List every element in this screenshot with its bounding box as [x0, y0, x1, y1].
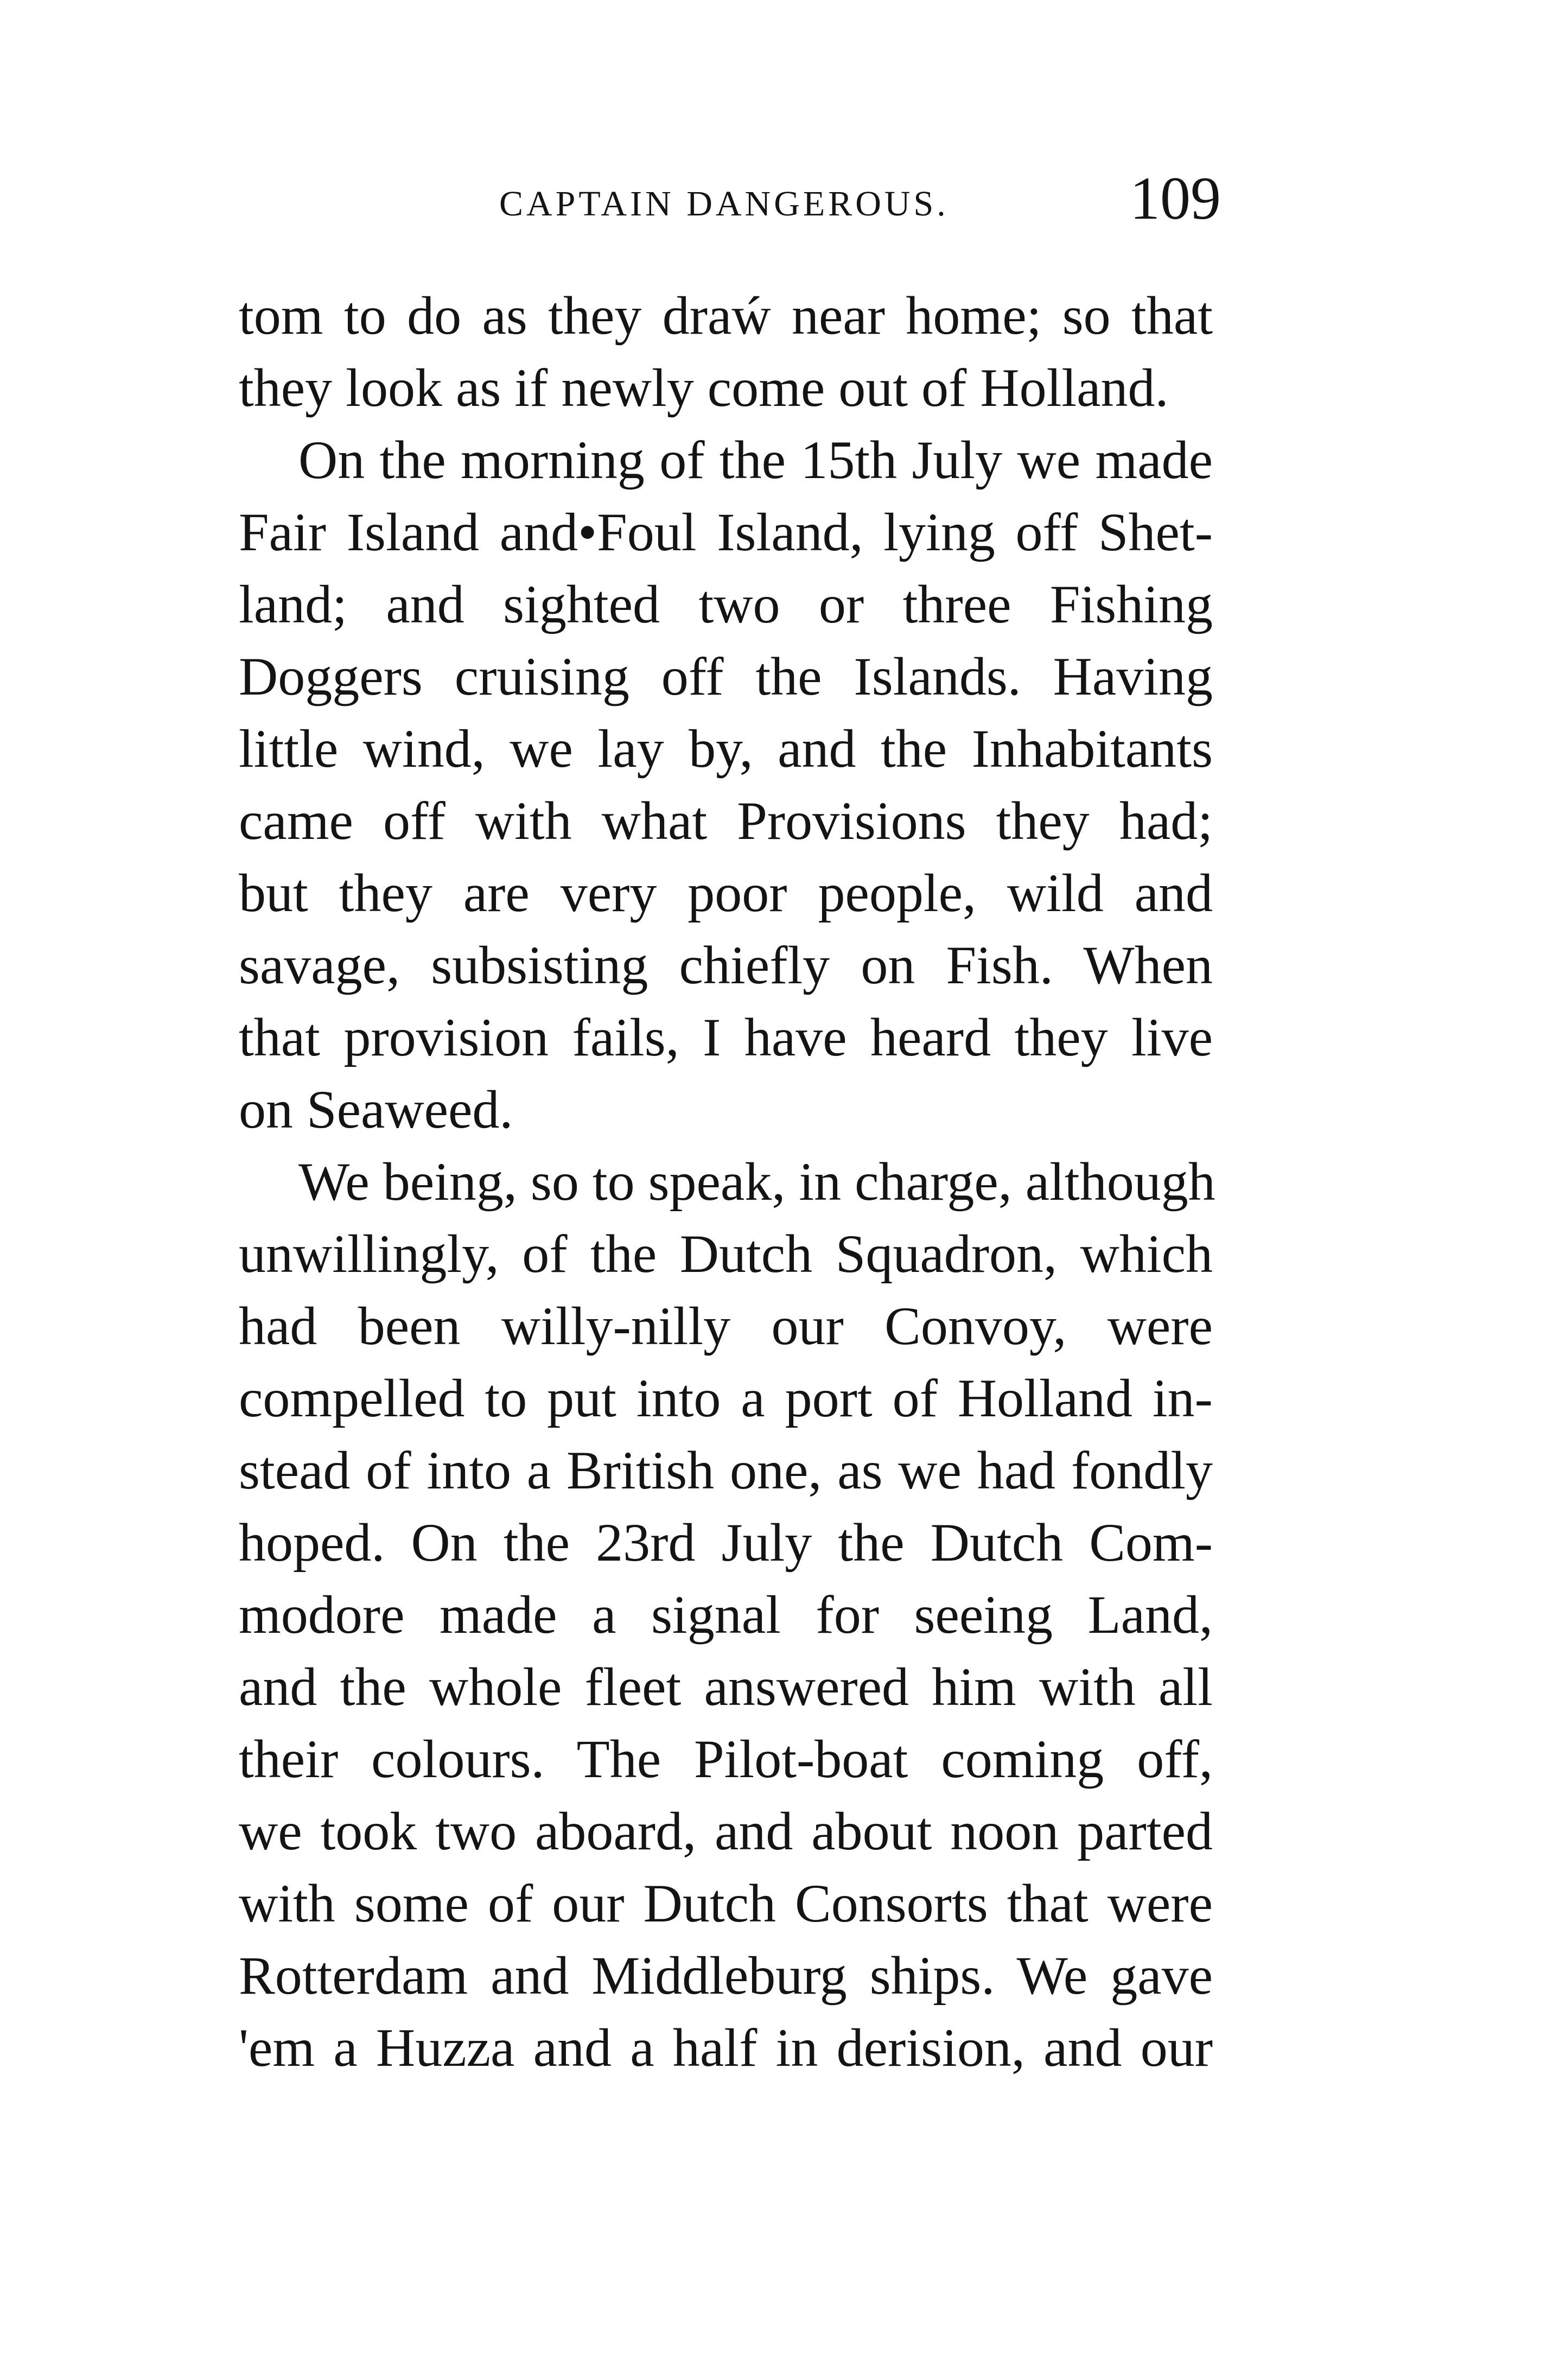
text-line: we took two aboard, and about noon parted — [239, 1801, 1213, 1861]
text-line: had been willy-nilly our Convoy, were — [239, 1296, 1213, 1356]
text-line: on Seaweed. — [239, 1079, 513, 1140]
text-line: hoped. On the 23rd July the Dutch Com- — [239, 1512, 1213, 1573]
text-line: stead of into a British one, as we had fondly — [239, 1440, 1213, 1500]
text-line: with some of our Dutch Consorts that were — [239, 1873, 1213, 1933]
text-line: We being, so to speak, in charge, although — [298, 1151, 1215, 1212]
text-line: Doggers cruising off the Islands. Having — [239, 646, 1213, 707]
text-line: and the whole fleet answered him with all — [239, 1657, 1213, 1717]
text-line: tom to do as they draẃ near home; so that — [239, 285, 1213, 346]
text-line: they look as if newly come out of Holland. — [239, 358, 1169, 418]
text-line: modore made a signal for seeing Land, — [239, 1584, 1213, 1645]
text-line: Rotterdam and Middleburg ships. We gave — [239, 1945, 1213, 2006]
running-title: CAPTAIN DANGEROUS. — [499, 184, 949, 224]
text-line: savage, subsisting chiefly on Fish. When — [239, 935, 1213, 995]
paragraph-2 — [239, 424, 1213, 1146]
text-line: unwillingly, of the Dutch Squadron, which — [239, 1224, 1213, 1284]
text-line: but they are very poor people, wild and — [239, 863, 1213, 923]
text-line: their colours. The Pilot-boat coming off, — [239, 1729, 1213, 1789]
text-line: 'em a Huzza and a half in derision, and our — [239, 2018, 1213, 2078]
text-line: land; and sighted two or three Fishing — [239, 574, 1213, 634]
paragraph-3 — [239, 1146, 1213, 2084]
text-line: came off with what Provisions they had; — [239, 791, 1213, 851]
text-line: On the morning of the 15th July we made — [298, 430, 1213, 490]
text-line: little wind, we lay by, and the Inhabitants — [239, 718, 1213, 779]
text-line: that provision fails, I have heard they live — [239, 1007, 1213, 1067]
text-line: compelled to put into a port of Holland in- — [239, 1368, 1213, 1428]
paragraph-1 — [239, 279, 1213, 424]
body-text — [239, 279, 1213, 2084]
running-head — [239, 163, 1221, 239]
text-line: Fair Island and•Foul Island, lying off Shet- — [239, 502, 1213, 562]
page-number: 109 — [1130, 165, 1221, 232]
